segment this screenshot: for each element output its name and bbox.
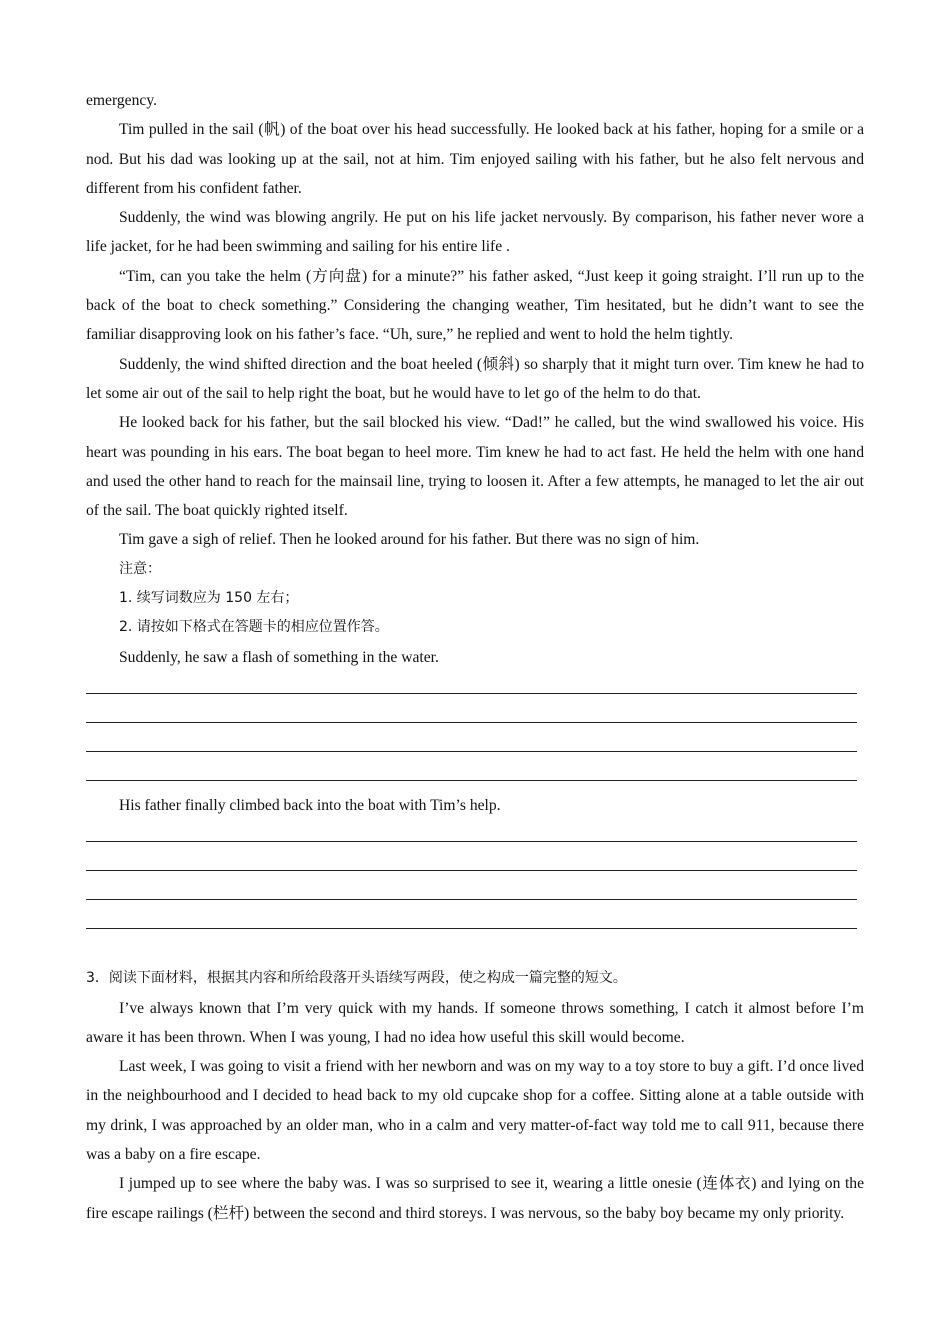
answer-line[interactable] — [86, 723, 857, 752]
answer-line[interactable] — [86, 900, 857, 929]
paragraph: “Tim, can you take the helm (方向盘) for a minute?” his father asked, “Just keep it going straight. I’ll run up to the back of the boat to check something.” Considering the changing weather, Tim hesitated, but he didn’t want to see the familiar disapproving look on his father’s face. “Uh, sure,” he replied and went to hold the helm tightly. — [86, 267, 864, 344]
note-item: 2. 请按如下格式在答题卡的相应位置作答。 — [119, 619, 389, 636]
document-page — [86, 86, 864, 1228]
note-item: 1. 续写词数应为 150 左右； — [119, 590, 299, 607]
answer-line[interactable] — [86, 675, 857, 694]
answer-lines — [86, 823, 864, 929]
paragraph: Suddenly, the wind was blowing angrily. He put on his life jacket nervously. By comparison, his father never wore a life jacket, for he had been swimming and sailing for his entire life . — [86, 209, 864, 256]
paragraph-starter: His father finally climbed back into the boat with Tim’s help. — [119, 796, 501, 814]
question-instruction: 3．阅读下面材料，根据其内容和所给段落开头语续写两段，使之构成一篇完整的短文。 — [86, 970, 627, 987]
answer-line[interactable] — [86, 823, 857, 842]
paragraph-continuation: emergency. — [86, 92, 158, 109]
answer-line[interactable] — [86, 842, 857, 871]
answer-lines — [86, 675, 864, 781]
answer-line[interactable] — [86, 871, 857, 900]
paragraph: I’ve always known that I’m very quick with my hands. If someone throws something, I catch it almost before I’m aware it has been thrown. When I was young, I had no idea how useful this skill would become. — [86, 999, 864, 1046]
paragraph: Suddenly, the wind shifted direction and the boat heeled (倾斜) so sharply that it might turn over. Tim knew he had to let some air out of the sail to help right the boat, but he would have to let go of the helm to do that. — [86, 355, 864, 402]
answer-line[interactable] — [86, 694, 857, 723]
answer-line[interactable] — [86, 752, 857, 781]
paragraph: Tim gave a sigh of relief. Then he looked around for his father. But there was no sign of him. — [119, 531, 700, 549]
paragraph-starter: Suddenly, he saw a flash of something in the water. — [119, 648, 439, 666]
note-heading: 注意： — [119, 560, 161, 577]
paragraph: He looked back for his father, but the sail blocked his view. “Dad!” he called, but the wind swallowed his voice. His heart was pounding in his ears. The boat began to heel more. Tim knew he had to act fast. He held the helm with one hand and used the other hand to reach for the mainsail line, trying to loosen it. After a few attempts, he managed to let the air out of the sail. The boat quickly righted itself. — [86, 414, 864, 520]
paragraph: Last week, I was going to visit a friend with her newborn and was on my way to a toy store to buy a gift. I’d once lived in the neighbourhood and I decided to head back to my old cupcake shop for a coffee. Sitting alone at a table outside with my drink, I was approached by an older man, who in a calm and very matter-of-fact way told me to call 911, because there was a baby on a fire escape. — [86, 1058, 864, 1164]
paragraph: Tim pulled in the sail (帆) of the boat over his head successfully. He looked back at his father, hoping for a smile or a nod. But his dad was looking up at the sail, not at him. Tim enjoyed sailing with his father, but he also felt nervous and different from his confident father. — [86, 121, 864, 197]
paragraph: I jumped up to see where the baby was. I was so surprised to see it, wearing a little onesie (连体衣) and lying on the fire escape railings (栏杆) between the second and third storeys. I was nervous, so the baby boy became my only priority. — [86, 1175, 864, 1222]
